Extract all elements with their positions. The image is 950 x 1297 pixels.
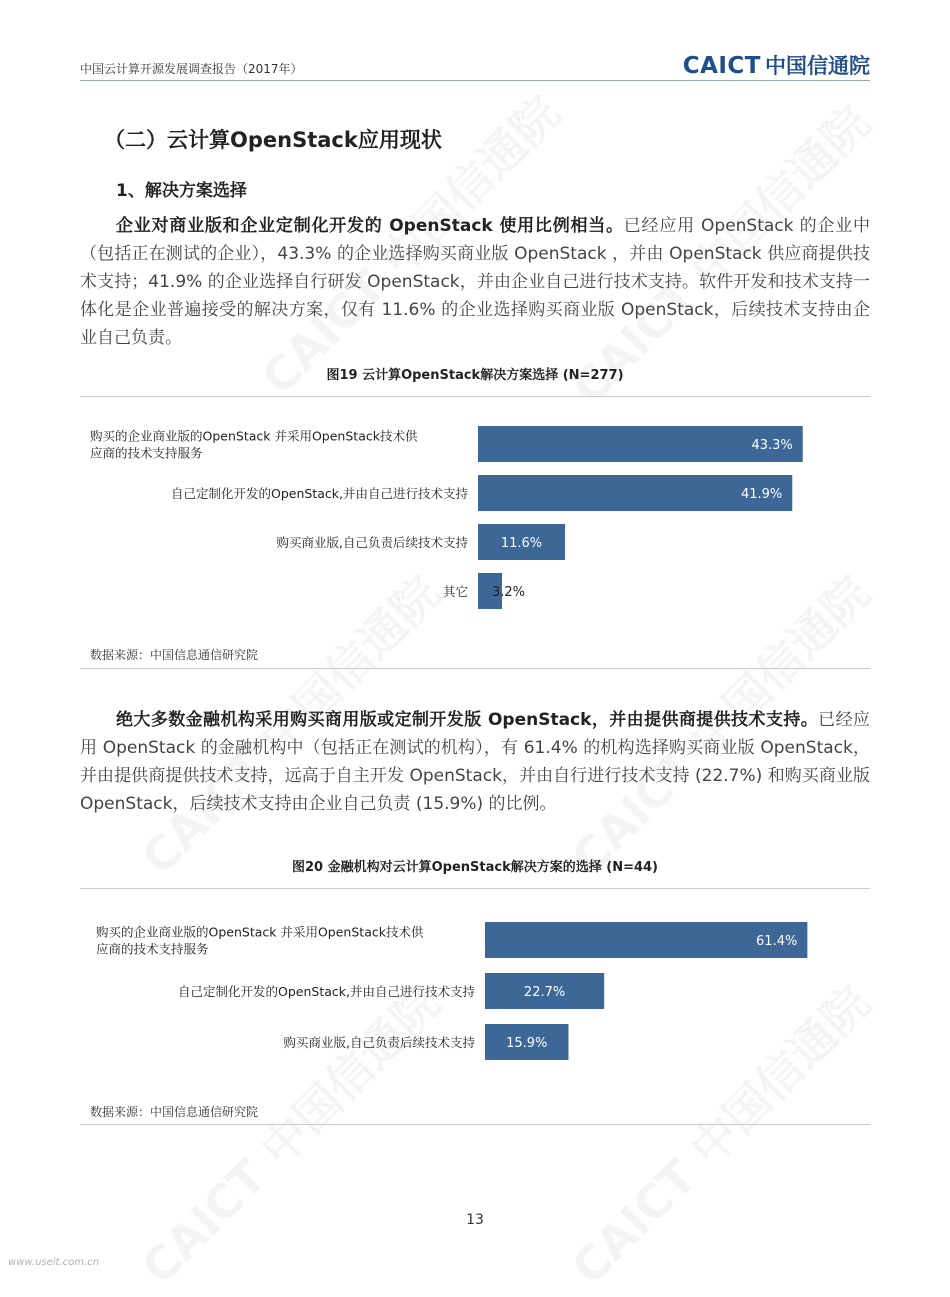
caict-logo <box>683 50 870 80</box>
logo-text-cn: 中国信通院 <box>765 54 870 78</box>
chart-19-category-label-3: 其它 <box>442 584 468 599</box>
footer-url: www.useit.com.cn <box>8 1257 100 1268</box>
figure-19-svg <box>80 410 870 620</box>
paragraph-1 <box>80 212 870 352</box>
chart-20-value-label-1: 22.7% <box>523 985 566 1000</box>
paragraph-2-lead: 绝大多数金融机构采用购买商用版或定制开发版 OpenStack，并由提供商提供技术支持。 <box>116 710 819 730</box>
page-number: 13 <box>466 1212 484 1228</box>
figure-19-chart <box>80 410 870 620</box>
paragraph-1-lead: 企业对商业版和企业定制化开发的 OpenStack 使用比例相当。 <box>116 216 624 236</box>
chart-19-value-label-0: 43.3% <box>751 438 793 453</box>
figure-19-source: 数据来源：中国信息通信研究院 <box>90 648 259 662</box>
subsection-heading: 1、解决方案选择 <box>116 181 247 201</box>
chart-20-category-label-2: 购买商业版,自己负责后续技术支持 <box>283 1035 475 1050</box>
section-heading: （二）云计算OpenStack应用现状 <box>104 128 442 152</box>
figure-20-top-rule <box>80 888 870 889</box>
figure-19-top-rule <box>80 396 870 397</box>
paragraph-1-body: 已经应用 OpenStack 的企业中（包括正在测试的企业），43.3% 的企业选择购买商业版 OpenStack ，并由 OpenStack 供应商提供技术支持；41.9% 的企业选择自行研发 OpenStack，并由企业自己进行技术支持。软件开发和技术支持一体化是企业普遍接受的解决方案，仅有 11.6% 的企业选择购买商业版 OpenStack，后续技术支持由企业自己负责。 <box>80 216 870 348</box>
figure-19-bottom-rule <box>80 668 870 669</box>
chart-19-value-label-2: 11.6% <box>500 536 543 551</box>
chart-20-category-label-1: 自己定制化开发的OpenStack,并由自己进行技术支持 <box>178 984 475 999</box>
logo-text-en: CAICT <box>682 53 761 79</box>
figure-20-svg <box>80 906 870 1076</box>
figure-20-chart <box>80 906 870 1076</box>
chart-19-category-label-0: 购买的企业商业版的OpenStack 并采用OpenStack技术供应商的技术支持服务 <box>90 428 418 461</box>
figure-20-source: 数据来源：中国信息通信研究院 <box>90 1105 259 1119</box>
chart-20-value-label-2: 15.9% <box>506 1036 548 1051</box>
figure-19-title: 图19 云计算OpenStack解决方案选择 (N=277) <box>326 368 624 383</box>
paragraph-2 <box>80 706 870 818</box>
chart-19-value-label-1: 41.9% <box>740 487 783 502</box>
chart-19-category-label-1: 自己定制化开发的OpenStack,并由自己进行技术支持 <box>171 486 468 501</box>
figure-20-bottom-rule <box>80 1124 870 1125</box>
chart-20-value-label-0: 61.4% <box>756 934 798 949</box>
paragraph-2-body: 已经应用 OpenStack 的金融机构中（包括正在测试的机构），有 61.4% 的机构选择购买商业版 OpenStack，并由提供商提供技术支持，远高于自主开发 OpenStack，并由自行进行技术支持 (22.7%) 和购买商业版 OpenStack，后续技术支持由企业自己负责 (15.9%) 的比例。 <box>80 710 870 814</box>
chart-19-value-label-3: 3.2% <box>492 585 526 600</box>
chart-19-category-label-2: 购买商业版,自己负责后续技术支持 <box>276 535 468 550</box>
figure-20-title: 图20 金融机构对云计算OpenStack解决方案的选择 (N=44) <box>291 860 659 875</box>
report-title: 中国云计算开源发展调查报告（2017年） <box>80 62 303 76</box>
page-header <box>80 46 870 81</box>
chart-20-category-label-0: 购买的企业商业版的OpenStack 并采用OpenStack技术供应商的技术支持服务 <box>96 924 424 957</box>
